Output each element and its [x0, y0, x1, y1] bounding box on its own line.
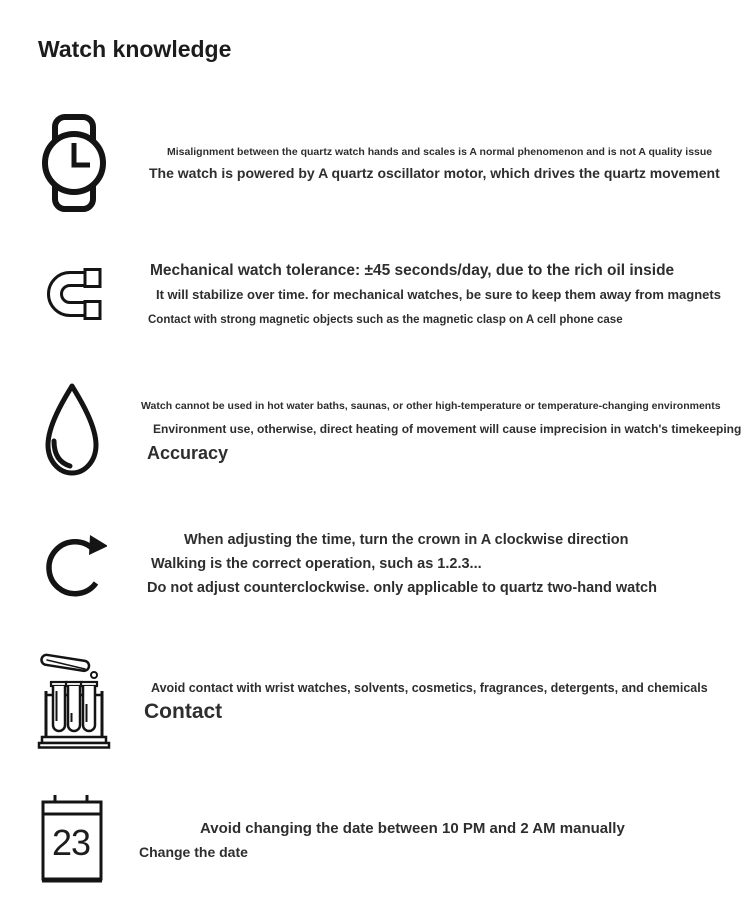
magnet-sub-line: It will stabilize over time. for mechanical watches, be sure to keep them away from magnets — [156, 287, 721, 302]
calendar-day-number: 23 — [52, 822, 91, 863]
magnet-note-line: Contact with strong magnetic objects such as the magnetic clasp on A cell phone case — [148, 314, 623, 326]
accuracy-sub-line: Environment use, otherwise, direct heating of movement will cause imprecision in watch's timekeeping — [153, 422, 742, 436]
calendar-icon — [40, 795, 104, 885]
accuracy-heading: Accuracy — [147, 443, 229, 463]
contact-note-line: Avoid contact with wrist watches, solvents, cosmetics, fragrances, detergents, and chemicals — [151, 681, 708, 695]
watch-icon — [42, 113, 106, 213]
water-drop-icon — [40, 381, 104, 479]
quartz-note-line: Misalignment between the quartz watch hands and scales is A normal phenomenon and is not A quality issue — [167, 146, 713, 158]
accuracy-note-line: Watch cannot be used in hot water baths, saunas, or other high-temperature or temperature-changing environments — [141, 400, 721, 412]
test-tubes-icon — [37, 649, 111, 749]
date-main-line: Avoid changing the date between 10 PM and 2 AM manually — [200, 820, 625, 837]
adjust-sub-line: Walking is the correct operation, such as 1.2.3... — [151, 556, 482, 572]
page-title: Watch knowledge — [38, 36, 232, 62]
clockwise-arrow-icon — [45, 526, 107, 604]
contact-heading: Contact — [144, 700, 223, 723]
quartz-main-line: The watch is powered by A quartz oscillator motor, which drives the quartz movement — [149, 165, 720, 181]
adjust-warning-line: Do not adjust counterclockwise. only applicable to quartz two-hand watch — [147, 580, 657, 596]
adjust-main-line: When adjusting the time, turn the crown in A clockwise direction — [184, 532, 629, 548]
magnet-icon — [42, 266, 106, 322]
magnet-main-line: Mechanical watch tolerance: ±45 seconds/day, due to the rich oil inside — [150, 262, 675, 279]
date-heading: Change the date — [139, 844, 248, 860]
